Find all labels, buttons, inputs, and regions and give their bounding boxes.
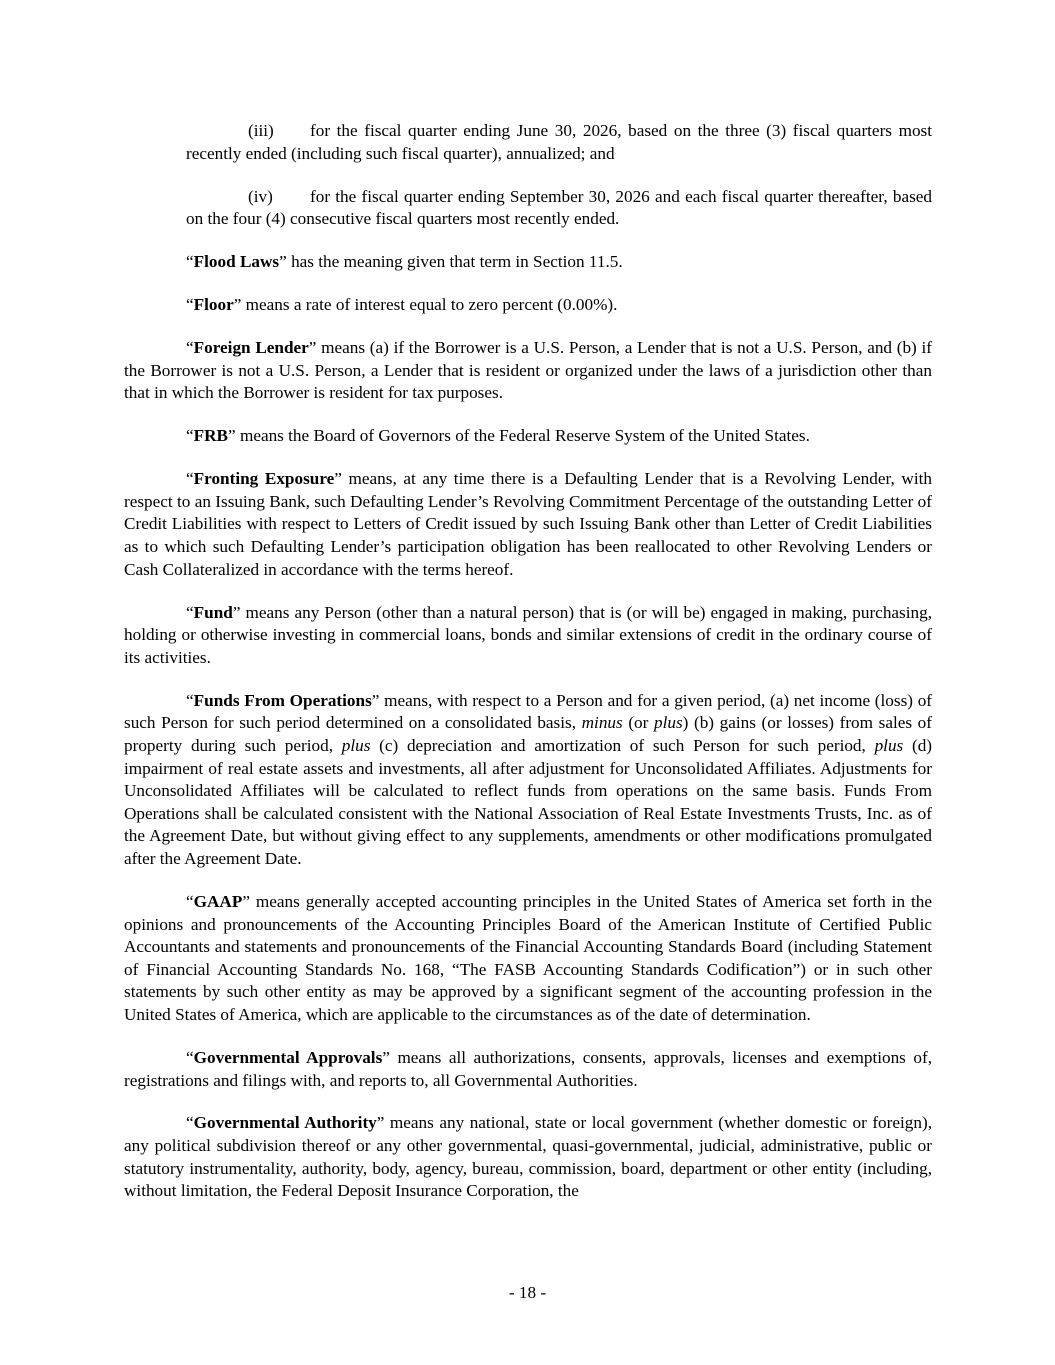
defined-term: Governmental Approvals: [193, 1047, 383, 1067]
clause-number: (iii): [248, 121, 274, 140]
definition-text: means, with respect to a Person and for a given period, (a) net income (loss) of such Person for such period determined on a consolidated basis,: [124, 690, 933, 733]
document-page: [124, 120, 932, 1223]
definition-funds-from-operations: “Funds From Operations” means, with respect to a Person and for a given period, (a) net income (loss) of such Person for such period determined on a consolidated basis, minus (or plus) (b) gains (or losses) from sales of property during such period, plus (c) depreciation and amortization of such Person for such period, plus (d) impairment of real estate assets and investments, all after adjustment for Unconsolidated Affiliates. Adjustments for Unconsolidated Affiliates will be calculated to reflect funds from operations on the same basis. Funds From Operations shall be calculated consistent with the National Association of Real Estate Investments Trusts, Inc. as of the Agreement Date, but without giving effect to any supplements, amendments or other modifications promulgated after the Agreement Date.: [124, 690, 933, 868]
definition-text: means, at any time there is a Defaulting Lender that is a Revolving Lender, with respect to an Issuing Bank, such Defaulting Lender’s Revolving Commitment Percentage of the outstanding Letter of Credit Liabilities with respect to Letters of Credit issued by such Issuing Bank other than Letter of Credit Liabilities as to which such Defaulting Lender’s participation obligation has been reallocated to other Revolving Lenders or Cash Collateralized in accordance with the terms hereof.: [124, 469, 932, 579]
defined-term: Fronting Exposure: [193, 469, 335, 489]
defined-term: Flood Laws: [193, 252, 280, 272]
clause-text: for the fiscal quarter ending September 30, 2026 and each fiscal quarter thereafter, based on the four (4) consecutive fiscal quarters most recently ended.: [186, 186, 932, 229]
definition-text: means any national, state or local government (whether domestic or foreign), any political subdivision thereof or any other governmental, quasi-governmental, judicial, administrative, public or statutory instrumentality, authority, body, agency, bureau, commission, board, department or other entity (including, without limitation, the Federal Deposit Insurance Corporation, the: [124, 1113, 932, 1201]
definition-fronting-exposure: “Fronting Exposure” means, at any time there is a Defaulting Lender that is a Revolving Lender, with respect to an Issuing Bank, such Defaulting Lender’s Revolving Commitment Percentage of the outstanding Letter of Credit Liabilities with respect to Letters of Credit issued by such Issuing Bank other than Letter of Credit Liabilities as to which such Defaulting Lender’s participation obligation has been reallocated to other Revolving Lenders or Cash Collateralized in accordance with the terms hereof.: [124, 469, 932, 579]
definition-text: means all authorizations, consents, approvals, licenses and exemptions of, registrations and filings with, and reports to, all Governmental Authorities.: [124, 1047, 932, 1090]
definition-floor: “Floor” means a rate of interest equal to zero percent (0.00%).: [186, 295, 618, 315]
definition-flood-laws: “Flood Laws” has the meaning given that term in Section 11.5.: [186, 252, 623, 272]
defined-term: Fund: [193, 602, 233, 622]
definition-gaap: “GAAP” means generally accepted accounting principles in the United States of America set forth in the opinions and pronouncements of the Accounting Principles Board of the American Institute of Certified Public Accountants and statements and pronouncements of the Financial Accounting Standards Board (including Statement of Financial Accounting Standards No. 168, “The FASB Accounting Standards Codification”) or in such other statements by such other entity as may be approved by a significant segment of the accounting profession in the United States of America, which are applicable to the circumstances as of the date of determination.: [124, 891, 932, 1024]
page-number: - 18 -: [508, 1283, 547, 1302]
italic-plus: plus: [874, 736, 904, 755]
italic-plus: plus: [653, 713, 683, 733]
definition-text: has the meaning given that term in Section 11.5.: [286, 252, 623, 272]
definition-governmental-approvals: “Governmental Approvals” means all authorizations, consents, approvals, licenses and exemptions of, registrations and filings with, and reports to, all Governmental Authorities.: [124, 1047, 932, 1090]
definition-frb: “FRB” means the Board of Governors of the Federal Reserve System of the United States.: [186, 426, 810, 446]
defined-term: Funds From Operations: [193, 690, 372, 710]
italic-minus: minus: [581, 713, 623, 733]
definition-governmental-authority: “Governmental Authority” means any national, state or local government (whether domestic or foreign), any political subdivision thereof or any other governmental, quasi-governmental, judicial, administrative, public or statutory instrumentality, authority, body, agency, bureau, commission, board, department or other entity (including, without limitation, the Federal Deposit Insurance Corporation, the: [124, 1113, 932, 1201]
definition-text: (or: [622, 713, 654, 733]
clause-text: for the fiscal quarter ending June 30, 2026, based on the three (3) fiscal quarters most recently ended (including such fiscal quarter), annualized; and: [186, 121, 932, 163]
italic-plus: plus: [341, 736, 371, 755]
definition-text: (d) impairment of real estate assets and investments, all after adjustment for Unconsolidated Affiliates. Adjustments for Unconsolidated Affiliates will be calculated to reflect funds from operations on the same basis. Funds From Operations shall be calculated consistent with the National Association of Real Estate Investments Trusts, Inc. as of the Agreement Date, but without giving effect to any supplements, amendments or other modifications promulgated after the Agreement Date.: [124, 736, 933, 868]
definition-text: ) (b) gains (or losses) from sales of property during such period,: [124, 713, 932, 755]
definition-text: means the Board of Governors of the Federal Reserve System of the United States.: [235, 426, 810, 446]
definition-fund: “Fund” means any Person (other than a natural person) that is (or will be) engaged in making, purchasing, holding or otherwise investing in commercial loans, bonds and similar extensions of credit in the ordinary course of its activities.: [124, 602, 932, 667]
definition-foreign-lender: “Foreign Lender” means (a) if the Borrower is a U.S. Person, a Lender that is not a U.S. Person, and (b) if the Borrower is not a U.S. Person, a Lender that is resident or organized under the laws of a jurisdiction other than that in which the Borrower is resident for tax purposes.: [124, 338, 932, 403]
clause-iv: [186, 186, 932, 231]
definition-text: means any Person (other than a natural person) that is (or will be) engaged in making, purchasing, holding or otherwise investing in commercial loans, bonds and similar extensions of credit in the ordinary course of its activities.: [124, 602, 932, 667]
defined-term: FRB: [193, 426, 229, 446]
defined-term: Governmental Authority: [193, 1113, 377, 1133]
definition-text: means generally accepted accounting principles in the United States of America set forth in the opinions and pronouncements of the Accounting Principles Board of the American Institute of Certified Public Accountants and statements and pronouncements of the Financial Accounting Standards Board (including Statement of Financial Accounting Standards No. 168, “The FASB Accounting Standards Codification”) or in such other statements by such other entity as may be approved by a significant segment of the accounting profession in the United States of America, which are applicable to the circumstances as of the date of determination.: [124, 891, 932, 1024]
defined-term: Foreign Lender: [193, 338, 309, 358]
defined-term: GAAP: [193, 891, 243, 911]
clause-number: (iv): [248, 186, 273, 206]
definition-text: (c) depreciation and amortization of such Person for such period,: [370, 736, 875, 755]
definition-text: means (a) if the Borrower is a U.S. Person, a Lender that is not a U.S. Person, and (b) if the Borrower is not a U.S. Person, a Lender that is resident or organized under the laws of a jurisdiction other than that in which the Borrower is resident for tax purposes.: [124, 338, 932, 403]
defined-term: Floor: [193, 295, 234, 315]
definition-text: means a rate of interest equal to zero percent (0.00%).: [241, 295, 618, 315]
clause-iii: [186, 120, 932, 165]
